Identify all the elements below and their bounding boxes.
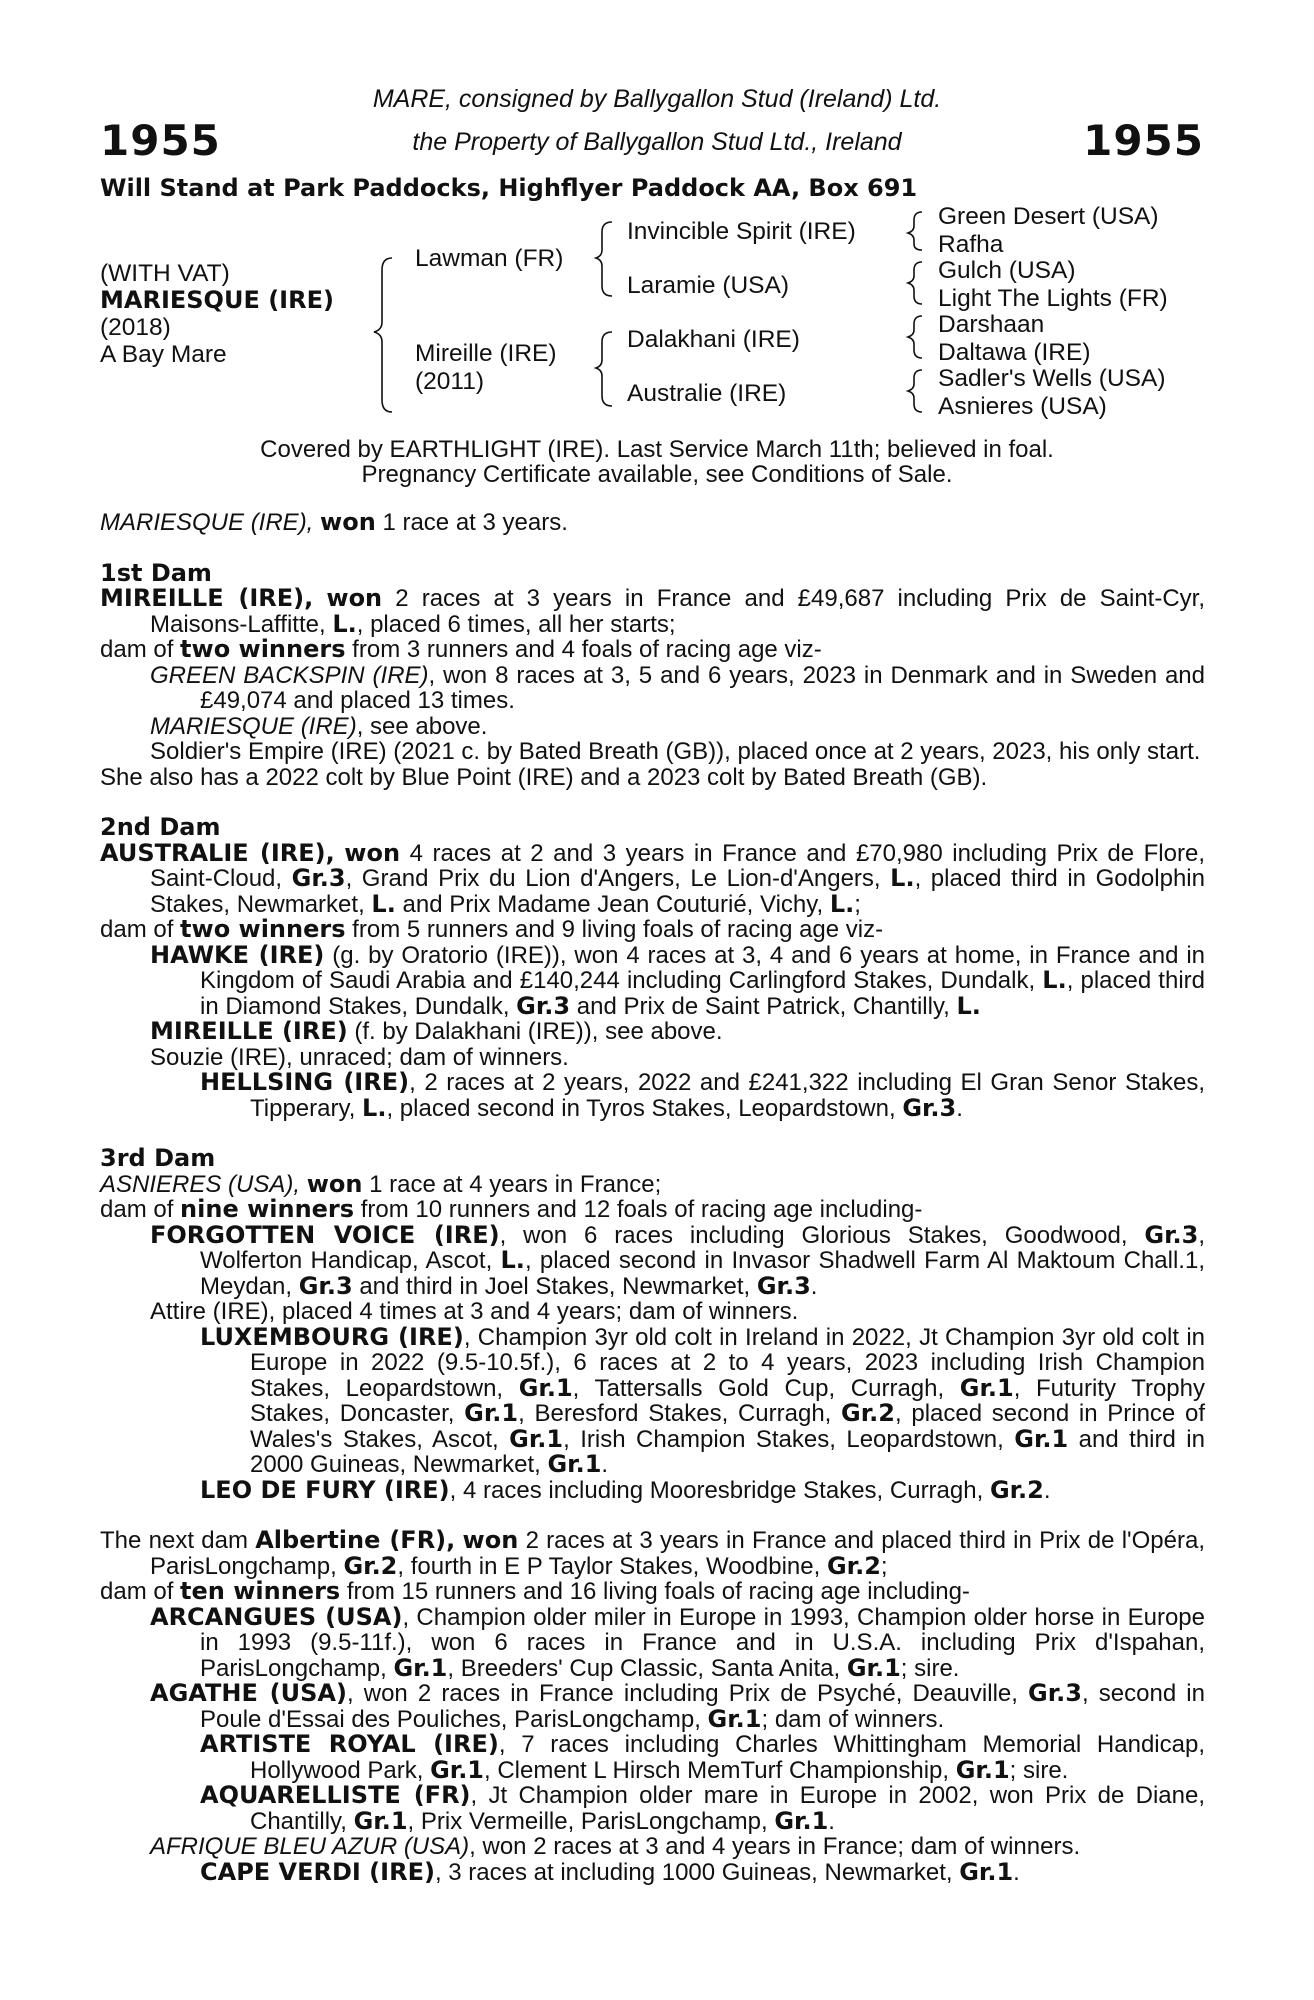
sire-sire: Invincible Spirit (IRE)	[627, 218, 856, 245]
bracket-gen1	[374, 258, 392, 412]
dam-name: Mireille (IRE)	[415, 340, 557, 367]
first-dam-record: MIREILLE (IRE), won 2 races at 3 years in France and £49,687 including Prix de Saint-Cyr, Maisons-Laffitte, L., placed 6 times, all her starts;	[100, 584, 1206, 638]
produce-attire: Attire (IRE), placed 4 times at 3 and 4 years; dam of winners.	[150, 1298, 799, 1325]
consignment-line-2: the Property of Ballygallon Stud Ltd., Ireland	[412, 128, 902, 156]
first-dam-also: She also has a 2022 colt by Blue Point (IRE) and a 2023 colt by Bated Breath (GB).	[100, 763, 988, 791]
bracket-g3-3	[908, 316, 922, 358]
third-dam-produce-summary: dam of nine winners from 10 runners and 12 foals of racing age including-	[100, 1195, 923, 1223]
stand-location: Will Stand at Park Paddocks, Highflyer Paddock AA, Box 691	[100, 174, 918, 202]
gen3-8: Asnieres (USA)	[938, 393, 1107, 420]
bracket-g3-1	[908, 212, 922, 250]
first-dam-heading: 1st Dam	[100, 558, 212, 587]
gen3-6: Daltawa (IRE)	[938, 339, 1091, 366]
produce-arcangues: ARCANGUES (USA), Champion older miler in Europe in 1993, Champion older horse in Europe in 1993 (9.5-11f.), won 6 races in France and in U.S.A. including Prix d'Ispahan, ParisLongchamp, Gr.1, Breeders' Cup Classic, Santa Anita, Gr.1; sire.	[150, 1602, 1205, 1682]
produce-green-backspin: GREEN BACKSPIN (IRE), won 8 races at 3, 5 and 6 years, 2023 in Denmark and in Sweden and £49,074 and placed 13 times.	[150, 661, 1206, 714]
horse-name: MARIESQUE (IRE)	[100, 286, 334, 314]
sire-name: Lawman (FR)	[415, 245, 564, 272]
next-dam-record: The next dam Albertine (FR), won 2 races at 3 years in France and placed third in Prix de l'Opéra, ParisLongchamp, Gr.2, fourth in E P Taylor Stakes, Woodbine, Gr.2;	[100, 1526, 1205, 1580]
next-dam-produce-summary: dam of ten winners from 15 runners and 16 living foals of racing age including-	[100, 1577, 970, 1605]
third-dam-heading: 3rd Dam	[100, 1144, 216, 1172]
bracket-sire	[596, 222, 612, 296]
covered-line-2: Pregnancy Certificate available, see Conditions of Sale.	[361, 461, 953, 488]
second-dam-produce-summary: dam of two winners from 5 runners and 9 living foals of racing age viz-	[100, 915, 884, 943]
gen3-2: Rafha	[938, 231, 1004, 258]
gen3-1: Green Desert (USA)	[938, 203, 1159, 230]
produce-hellsing: HELLSING (IRE), 2 races at 2 years, 2022 and £241,322 including El Gran Senor Stakes, Tipperary, L., placed second in Tyros Stakes, Leopardstown, Gr.3.	[200, 1068, 1205, 1122]
gen3-7: Sadler's Wells (USA)	[938, 365, 1166, 392]
gen3-5: Darshaan	[938, 311, 1045, 338]
lot-number-left: 1955	[100, 116, 221, 165]
dam-year: (2011)	[415, 368, 485, 395]
produce-agathe: AGATHE (USA), won 2 races in France including Prix de Psyché, Deauville, Gr.3, second in Poule d'Essai des Pouliches, ParisLongchamp, Gr.1; dam of winners.	[150, 1679, 1205, 1733]
consignment-line-1: MARE, consigned by Ballygallon Stud (Ireland) Ltd.	[372, 85, 942, 113]
bracket-g3-4	[908, 370, 922, 412]
produce-leo-de-fury: LEO DE FURY (IRE), 4 races including Mooresbridge Stakes, Curragh, Gr.2.	[200, 1475, 1051, 1504]
produce-soldiers-empire: Soldier's Empire (IRE) (2021 c. by Bated Breath (GB)), placed once at 2 years, 2023, his only start.	[150, 738, 1201, 765]
produce-luxembourg: LUXEMBOURG (IRE), Champion 3yr old colt in Ireland in 2022, Jt Champion 3yr old colt in Europe in 2022 (9.5-10.5f.), 6 races at 2 to 4 years, 2023 including Irish Champion Stakes, Leopardstown, Gr.1, Tattersalls Gold Cup, Curragh, Gr.1, Futurity Trophy Stakes, Doncaster, Gr.1, Beresford Stakes, Curragh, Gr.2, placed second in Prince of Wales's Stakes, Ascot, Gr.1, Irish Champion Stakes, Leopardstown, Gr.1 and third in 2000 Guineas, Newmarket, Gr.1.	[200, 1322, 1206, 1478]
bracket-g3-2	[908, 262, 922, 304]
sire-dam: Laramie (USA)	[627, 272, 790, 299]
produce-afrique-bleu-azur: AFRIQUE BLEU AZUR (USA), won 2 races at 3 and 4 years in France; dam of winners.	[150, 1833, 1081, 1860]
produce-forgotten-voice: FORGOTTEN VOICE (IRE), won 6 races including Glorious Stakes, Goodwood, Gr.3, Wolferton Handicap, Ascot, L., placed second in Invasor Shadwell Farm Al Maktoum Chall.1, Meydan, Gr.3 and third in Joel Stakes, Newmarket, Gr.3.	[150, 1220, 1205, 1300]
produce-artiste-royal: ARTISTE ROYAL (IRE), 7 races including Charles Whittingham Memorial Handicap, Hollywood Park, Gr.1, Clement L Hirsch MemTurf Championship, Gr.1; sire.	[200, 1730, 1205, 1784]
lot-number-right: 1955	[1083, 116, 1204, 165]
second-dam-heading: 2nd Dam	[100, 813, 221, 841]
produce-hawke: HAWKE (IRE) (g. by Oratorio (IRE)), won 4 races at 3, 4 and 6 years at home, in France and in Kingdom of Saudi Arabia and £140,244 including Carlingford Stakes, Dundalk, L., placed third in Diamond Stakes, Dundalk, Gr.3 and Prix de Saint Patrick, Chantilly, L.	[150, 940, 1205, 1020]
produce-aquarelliste: AQUARELLISTE (FR), Jt Champion older mare in Europe in 2002, won Prix de Diane, Chantilly, Gr.1, Prix Vermeille, ParisLongchamp, Gr.1.	[200, 1781, 1205, 1835]
race-record: MARIESQUE (IRE), won 1 race at 3 years.	[100, 508, 568, 536]
produce-cape-verdi: CAPE VERDI (IRE), 3 races at including 1000 Guineas, Newmarket, Gr.1.	[200, 1857, 1020, 1886]
gen3-3: Gulch (USA)	[938, 257, 1076, 284]
bracket-dam	[596, 332, 612, 406]
second-dam-record: AUSTRALIE (IRE), won 4 races at 2 and 3 years in France and £70,980 including Prix de Flore, Saint-Cloud, Gr.3, Grand Prix du Lion d'Angers, Le Lion-d'Angers, L., placed third in Godolphin Stakes, Newmarket, L. and Prix Madame Jean Couturié, Vichy, L.;	[100, 838, 1205, 918]
produce-mariesque: MARIESQUE (IRE), see above.	[150, 712, 488, 740]
produce-mireille: MIREILLE (IRE) (f. by Dalakhani (IRE)), see above.	[150, 1017, 723, 1045]
produce-souzie: Souzie (IRE), unraced; dam of winners.	[150, 1043, 569, 1071]
horse-description: A Bay Mare	[100, 341, 227, 368]
covered-line-1: Covered by EARTHLIGHT (IRE). Last Service March 11th; believed in foal.	[260, 436, 1054, 463]
dam-dam: Australie (IRE)	[627, 380, 787, 407]
first-dam-produce-summary: dam of two winners from 3 runners and 4 foals of racing age viz-	[100, 635, 822, 663]
catalogue-body	[100, 510, 1205, 1885]
dam-sire: Dalakhani (IRE)	[627, 326, 800, 353]
third-dam-record: ASNIERES (USA), won 1 race at 4 years in France;	[100, 1169, 662, 1198]
horse-year: (2018)	[100, 314, 171, 341]
gen3-4: Light The Lights (FR)	[938, 285, 1168, 312]
vat-note: (WITH VAT)	[100, 260, 230, 287]
